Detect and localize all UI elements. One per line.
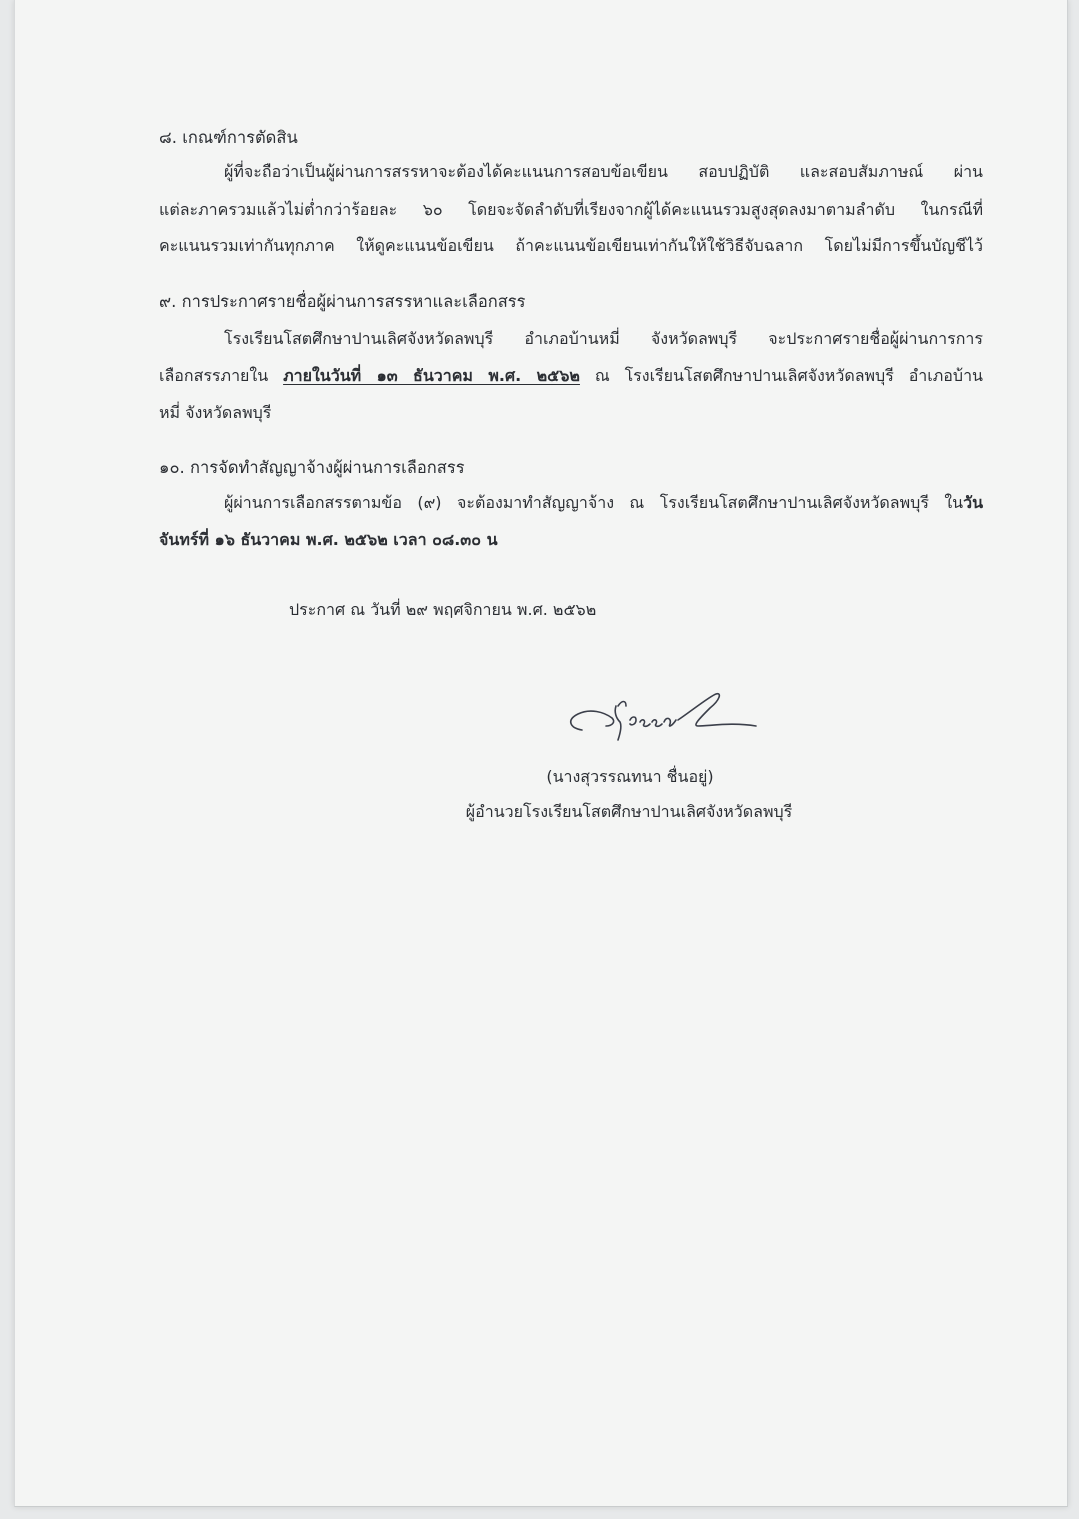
section10-contract-date: จันทร์ที่ ๑๖ ธันวาคม พ.ศ. ๒๕๖๒ เวลา ๐๘.๓๐ น: [159, 530, 498, 549]
section8-line3: คะแนนรวมเท่ากันทุกภาค ให้ดูคะแนนข้อเขียน ถ้าคะแนนข้อเขียนเท่ากันให้ใช้วิธีจับฉลาก โดยไม่มีการขึ้นบัญชีไว้: [159, 236, 983, 255]
signer-position: ผู้อำนวยโรงเรียนโสตศึกษาปานเลิศจังหวัดลพบุรี: [465, 802, 793, 821]
section9-line2: [159, 364, 983, 388]
section9-line1: โรงเรียนโสตศึกษาปานเลิศจังหวัดลพบุรี อำเภอบ้านหมี่ จังหวัดลพบุรี จะประกาศรายชื่อผู้ผ่านการการ: [224, 329, 983, 348]
announce-date: ประกาศ ณ วันที่ ๒๙ พฤศจิกายน พ.ศ. ๒๕๖๒: [289, 600, 597, 619]
section8-line1: ผู้ที่จะถือว่าเป็นผู้ผ่านการสรรหาจะต้องได้คะแนนการสอบข้อเขียน สอบปฏิบัติ และสอบสัมภาษณ์ ผ่าน: [224, 162, 983, 181]
section10-line1-emph: วัน: [963, 493, 983, 512]
section9-line2-pre: เลือกสรรภายใน: [159, 366, 284, 385]
document-page: [14, 0, 1068, 1507]
section9-line3: หมี่ จังหวัดลพบุรี: [159, 403, 272, 422]
signer-name: (นางสุวรรณทนา ชื่นอยู่): [546, 767, 714, 786]
signature-image: [560, 682, 780, 752]
section8-heading: ๘. เกณฑ์การตัดสิน: [159, 128, 298, 147]
section10-line1: [224, 491, 983, 515]
section9-line2-post: ณ โรงเรียนโสตศึกษาปานเลิศจังหวัดลพบุรี อำเภอบ้าน: [579, 366, 983, 385]
section9-announce-date: ภายในวันที่ ๑๓ ธันวาคม พ.ศ. ๒๕๖๒: [283, 366, 580, 385]
section10-heading: ๑๐. การจัดทำสัญญาจ้างผู้ผ่านการเลือกสรร: [159, 458, 465, 477]
section9-heading: ๙. การประกาศรายชื่อผู้ผ่านการสรรหาและเลือกสรร: [159, 292, 526, 311]
section10-line1-pre: ผู้ผ่านการเลือกสรรตามข้อ (๙) จะต้องมาทำสัญญาจ้าง ณ โรงเรียนโสตศึกษาปานเลิศจังหวัดลพบุรี ใน: [224, 493, 964, 512]
section8-line2: แต่ละภาครวมแล้วไม่ต่ำกว่าร้อยละ ๖๐ โดยจะจัดลำดับที่เรียงจากผู้ได้คะแนนรวมสูงสุดลงมาตามลำดับ ในกรณีที่: [159, 200, 983, 219]
